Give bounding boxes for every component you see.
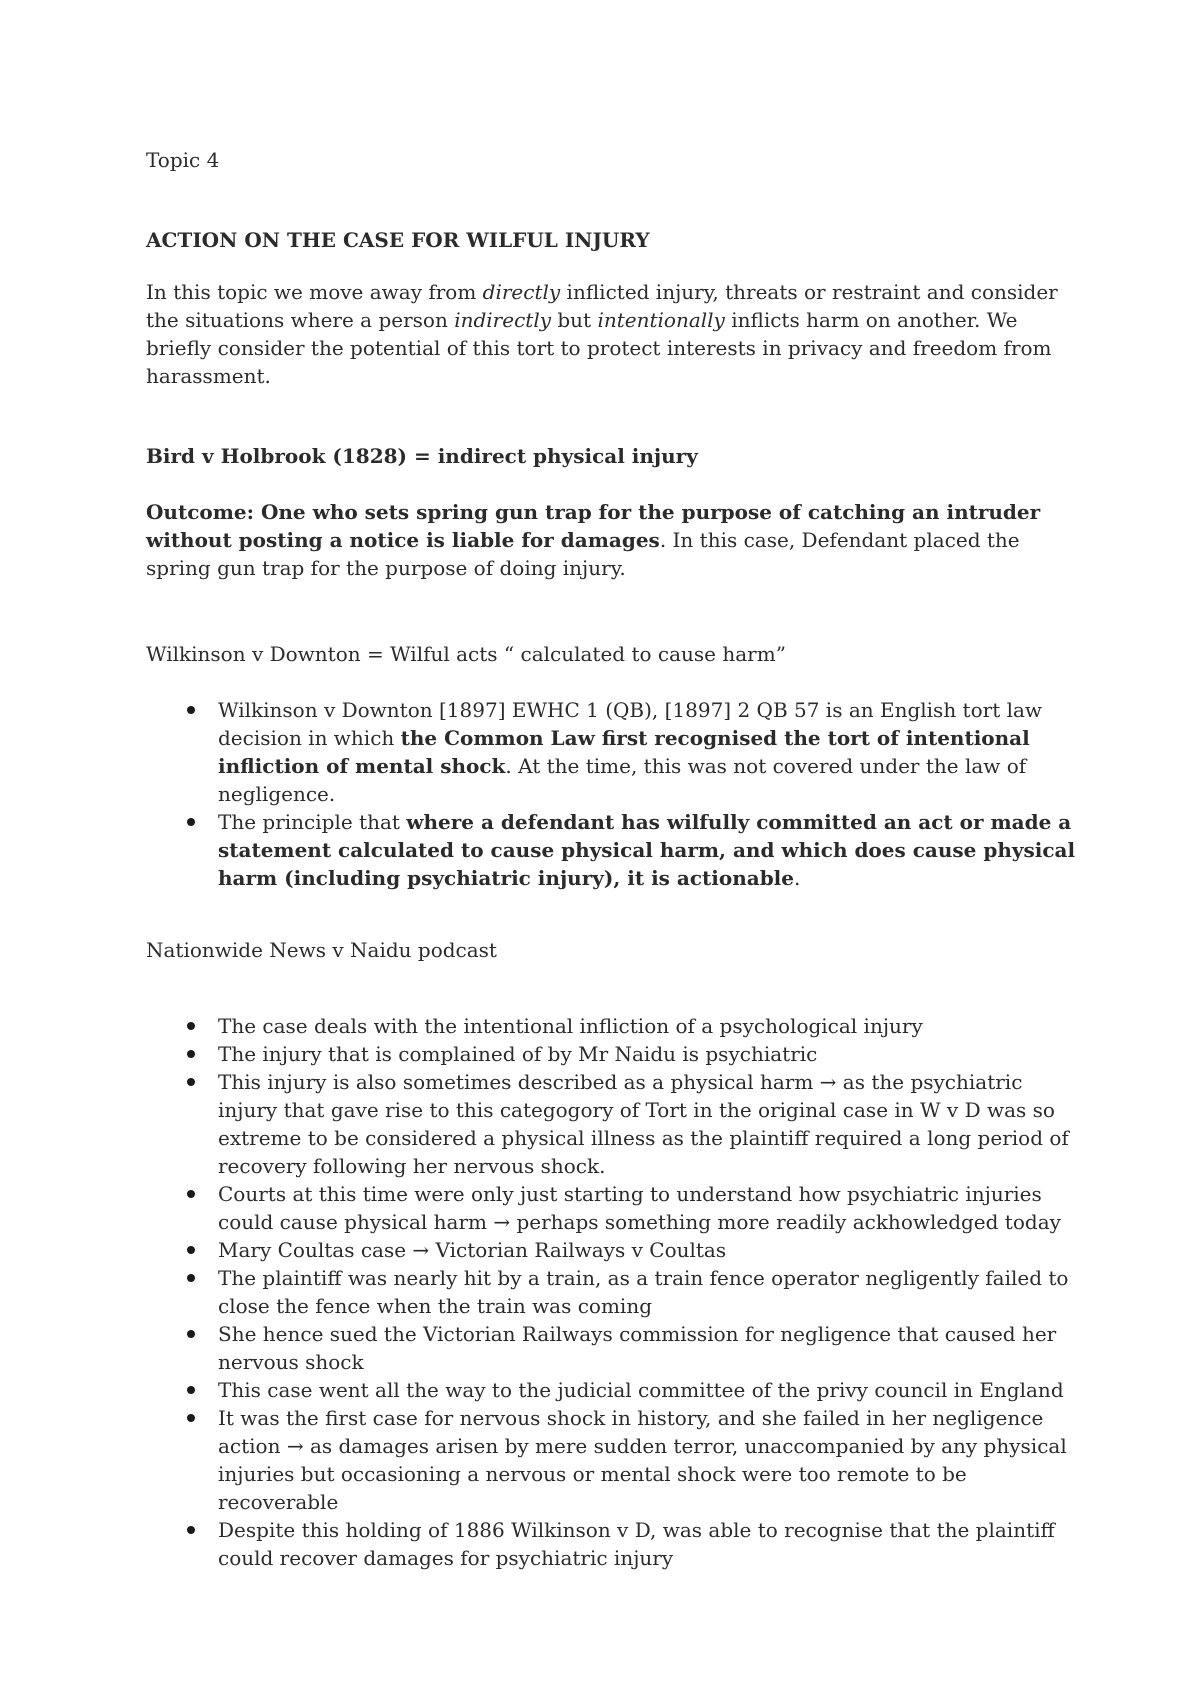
list-item: It was the first case for nervous shock in history, and she failed in her negligence action → as damages arisen by mere sudden terror, unaccompanied by any physical injuries but occasioning a nervous or mental shock were too remote to be recoverable — [218, 1404, 1076, 1516]
list-item: She hence sued the Victorian Railways commission for negligence that caused her nervous shock — [218, 1320, 1076, 1376]
list-item: Courts at this time were only just starting to understand how psychiatric injuries could cause physical harm → perhaps something more readily ackhowledged today — [218, 1180, 1076, 1236]
list-item: Despite this holding of 1886 Wilkinson v D, was able to recognise that the plaintiff could recover damages for psychiatric injury — [218, 1516, 1076, 1572]
list-item: This injury is also sometimes described as a physical harm → as the psychiatric injury that gave rise to this categogory of Tort in the original case in W v D was so extreme to be considered a physical illness as the plaintiff required a long period of recovery following her nervous shock. — [218, 1068, 1076, 1180]
section-heading: ACTION ON THE CASE FOR WILFUL INJURY — [146, 228, 650, 252]
naidu-podcast-title: Nationwide News v Naidu podcast — [146, 938, 497, 962]
list-item: The case deals with the intentional infliction of a psychological injury — [218, 1012, 1076, 1040]
list-item: Wilkinson v Downton [1897] EWHC 1 (QB), [1897] 2 QB 57 is an English tort law decision in which the Common Law first recognised the tort of intentional infliction of mental shock. At the time, this was not covered under the law of negligence. — [218, 696, 1076, 808]
topic-label: Topic 4 — [146, 148, 220, 172]
list-item: Mary Coultas case → Victorian Railways v Coultas — [218, 1236, 1076, 1264]
wilkinson-bullet-list — [146, 696, 1076, 892]
list-item: The plaintiff was nearly hit by a train, as a train fence operator negligently failed to close the fence when the train was coming — [218, 1264, 1076, 1320]
document-page — [146, 146, 1076, 1572]
list-item: This case went all the way to the judicial committee of the privy council in England — [218, 1376, 1076, 1404]
wilkinson-case-title: Wilkinson v Downton = Wilful acts “ calculated to cause harm” — [146, 642, 786, 666]
bird-outcome-paragraph: Outcome: One who sets spring gun trap for the purpose of catching an intruder without posting a notice is liable for damages. In this case, Defendant placed the spring gun trap for the purpose of doing injury. — [146, 500, 1041, 580]
intro-paragraph: In this topic we move away from directly inflicted injury, threats or restraint and consider the situations where a person indirectly but intentionally inflicts harm on another. We briefly consider the potential of this tort to protect interests in privacy and freedom from harassment. — [146, 280, 1058, 388]
naidu-bullet-list — [146, 1012, 1076, 1572]
bird-case-title: Bird v Holbrook (1828) = indirect physical injury — [146, 444, 698, 468]
list-item: The principle that where a defendant has wilfully committed an act or made a statement calculated to cause physical harm, and which does cause physical harm (including psychiatric injury), it is actionable. — [218, 810, 1076, 890]
list-item: The injury that is complained of by Mr Naidu is psychiatric — [218, 1040, 1076, 1068]
